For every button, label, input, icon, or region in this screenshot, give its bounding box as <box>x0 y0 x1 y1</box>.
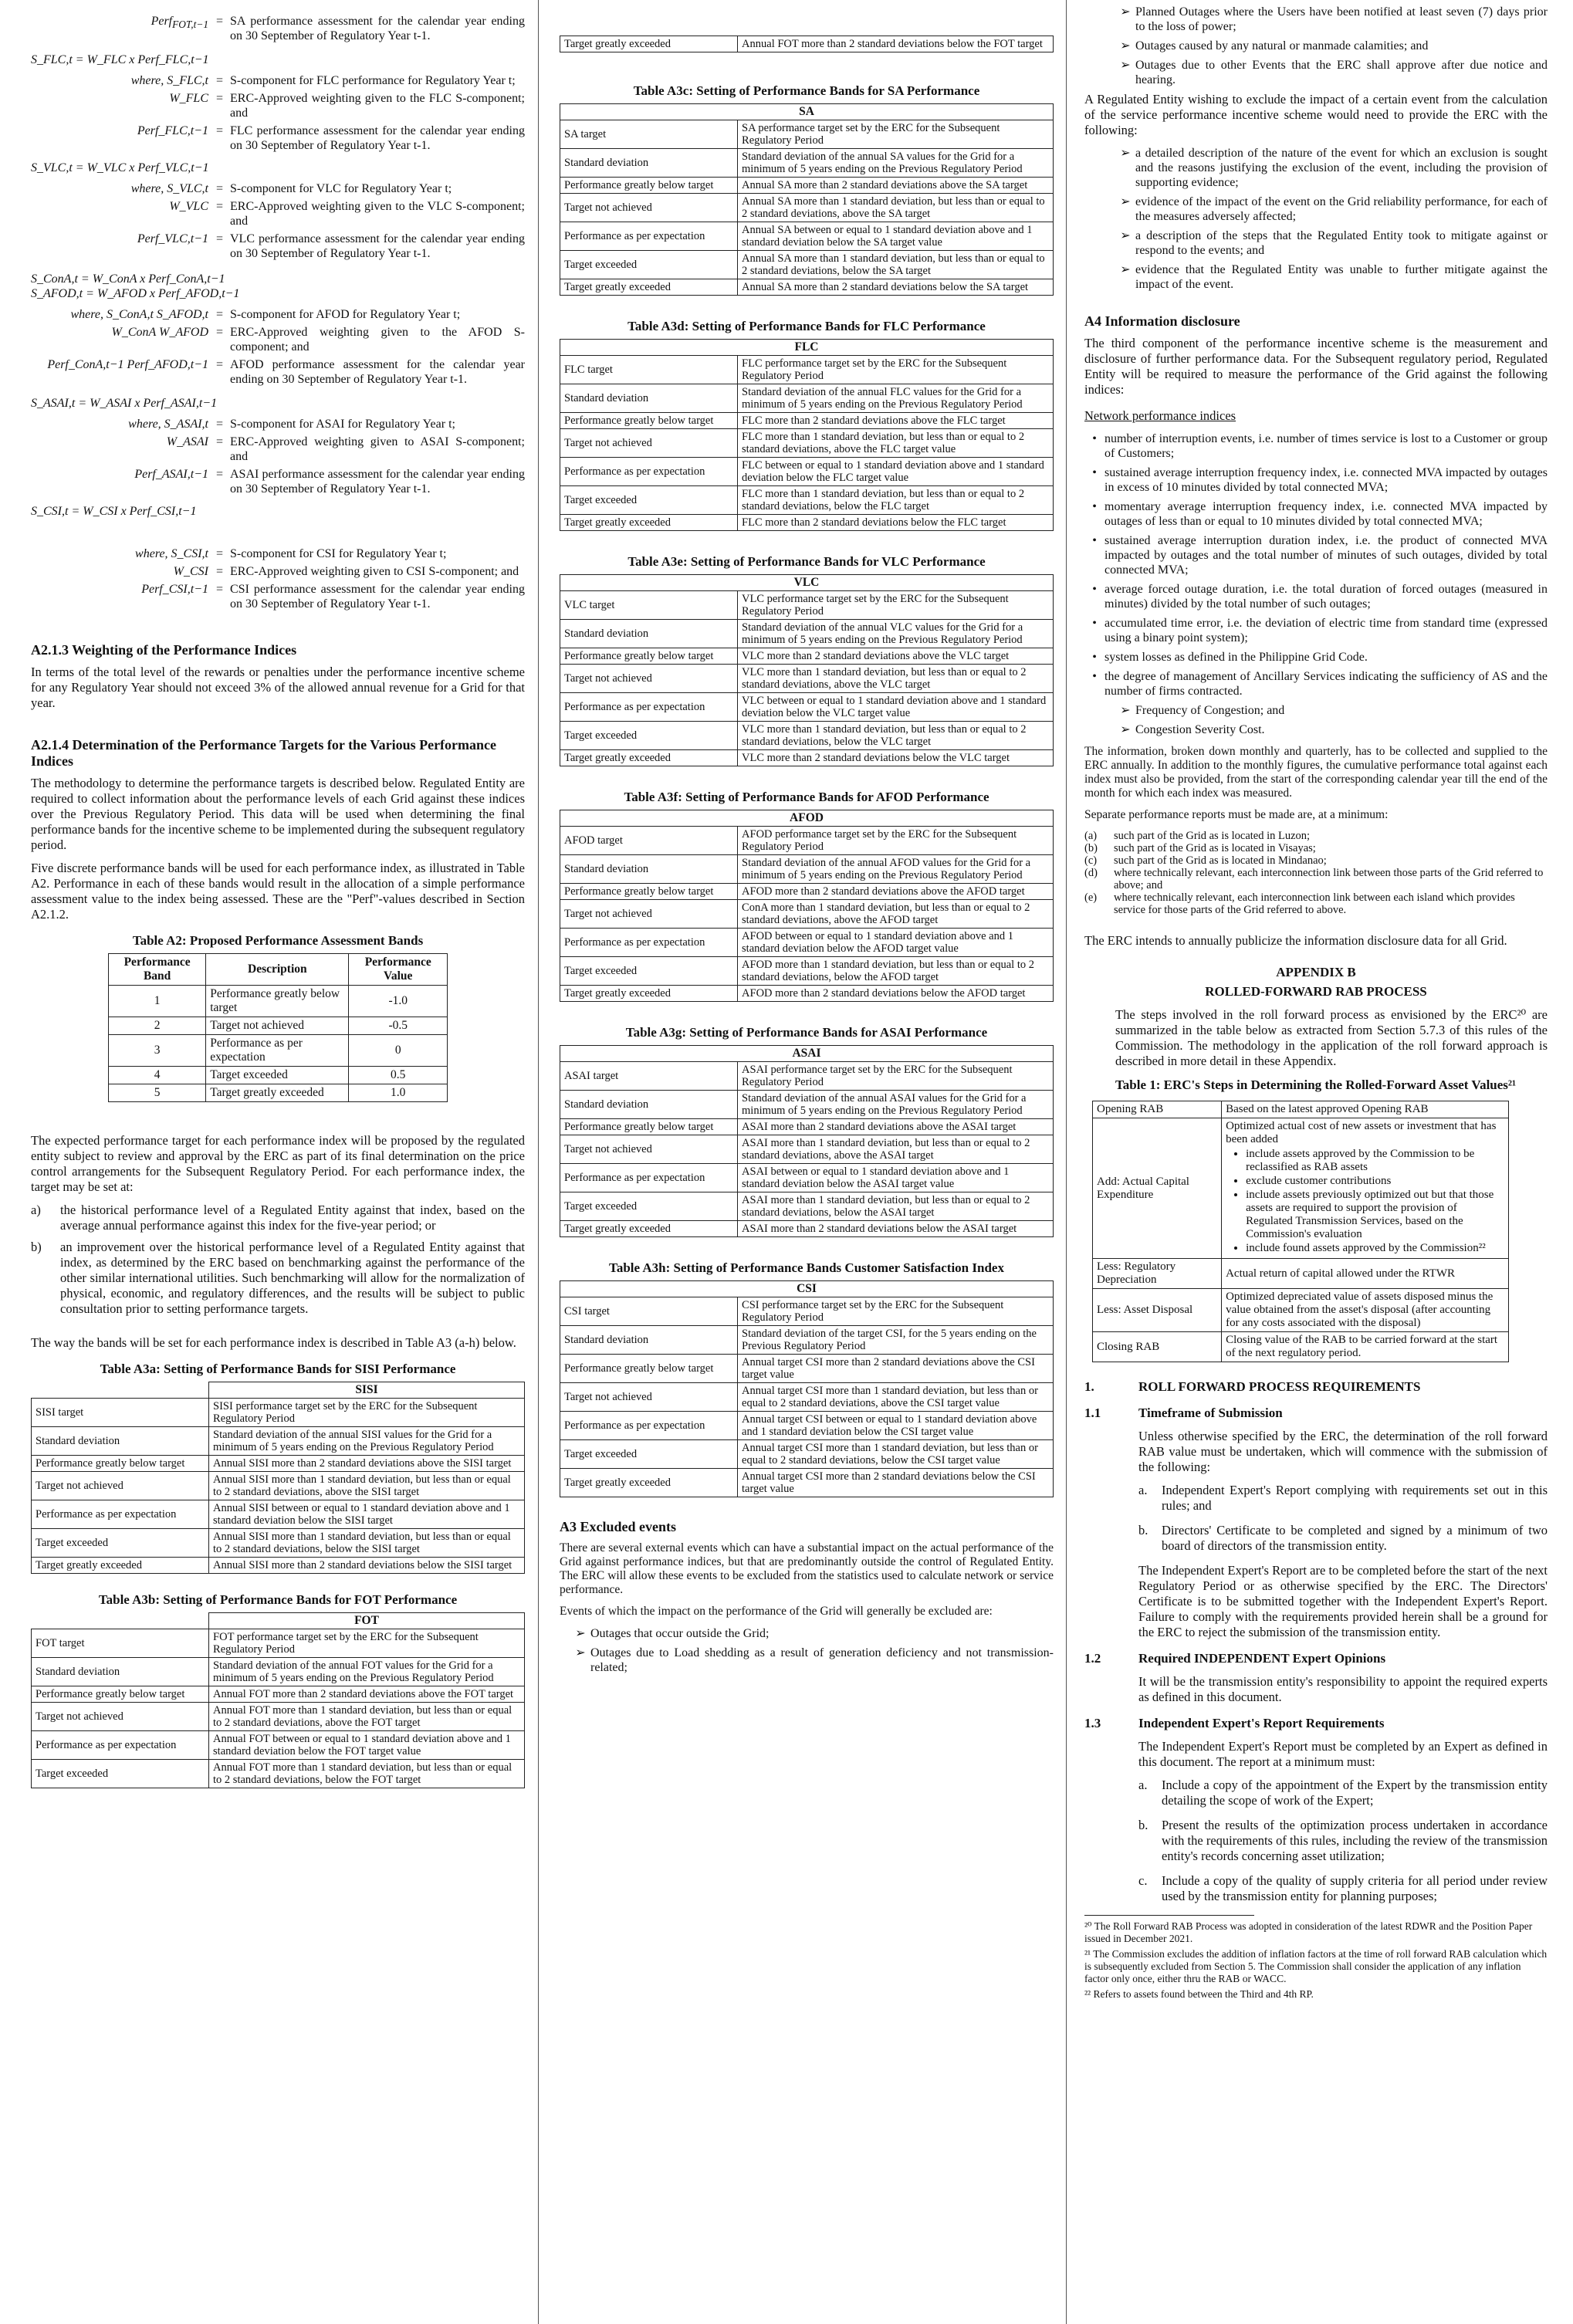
list-item: sustained average interruption frequency index, i.e. connected MVA impacted by outages in excess of 10 minutes divided by total connected MVA; <box>1104 466 1548 494</box>
section-heading: Independent Expert's Report Requirements <box>1138 1716 1385 1730</box>
footnote-divider <box>1084 1915 1254 1916</box>
list-item: (e) where technically relevant, each interconnection link between each island which provides service for those parts of the Grid referred to above. <box>1084 891 1515 916</box>
paragraph: In terms of the total level of the rewards or penalties under the performance incentive scheme for any Regulatory Year should not exceed 3% of the allowed annual revenue for a Grid for that year. <box>31 665 525 710</box>
capex-list: • include assets approved by the Commission to be reclassified as RAB assets • exclude customer contributions • include assets previously optimized out but that those assets are required to support the provision of Regulated Transmission Services, based on the Commission's evaluation • include found assets approved by the Commission²² <box>1233 1148 1504 1255</box>
table-row: Target not achieved ConA more than 1 standard deviation, but less than or equal to 2 standard deviations, above the AFOD target <box>560 900 1054 929</box>
symbol: where, S_ASAI,t <box>128 418 208 431</box>
table-row: Performance as per expectation VLC between or equal to 1 standard deviation above and 1 standard deviation below the VLC target value <box>560 693 1054 722</box>
symbol: Perf_ASAI,t−1 <box>134 468 208 481</box>
table-a3b-continued <box>560 36 1054 52</box>
table-row: Performance greatly below target Annual FOT more than 2 standard deviations above the FOT target <box>32 1686 525 1703</box>
arrow-bullet-icon: ➢ <box>1120 39 1131 52</box>
list-item: evidence of the impact of the event on the Grid reliability performance, for each of the measures adversely affected; <box>1135 195 1548 223</box>
table-a3c: SA SA target SA performance target set by the ERC for the Subsequent Regulatory Period Standard deviation Standard deviation of the annual SA values for the Grid for a minimum of 5 years ending on the Previous Regulatory Period Performance greatly below target Annual SA more than 2 standard deviations above the SA target Target not achieved Annual SA more than 1 standard deviation, but less than or equal to 2 standard deviations, above the SA target Performance as per expectation Annual SA between or equal to 1 standard deviation above and 1 standard deviation below the SA target value Target exceeded Annual SA more than 1 standard deviation, but less than or equal to 2 standard deviations, below the SA target Target greatly exceeded Annual SA more than 2 standard deviations below the SA target <box>560 103 1054 296</box>
symbol: W_VLC <box>169 200 208 213</box>
equation: S_CSI,t = W_CSI x Perf_CSI,t−1 <box>31 505 197 518</box>
arrow-bullet-icon: ➢ <box>575 1646 586 1659</box>
table-a3f: AFOD AFOD target AFOD performance target set by the ERC for the Subsequent Regulatory Period Standard deviation Standard deviation of the annual AFOD values for the Grid for a minimum of 5 years ending on the Previous Regulatory Period Performance greatly below target AFOD more than 2 standard deviations above the AFOD target Target not achieved ConA more than 1 standard deviation, but less than or equal to 2 standard deviations, above the AFOD target Performance as per expectation AFOD between or equal to 1 standard deviation above and 1 standard deviation below the AFOD target value Target exceeded AFOD more than 1 standard deviation, but less than or equal to 2 standard deviations, below the AFOD target Target greatly exceeded AFOD more than 2 standard deviations below the AFOD target <box>560 810 1054 1002</box>
definition: S-component for FLC performance for Regulatory Year t; <box>230 74 516 87</box>
table-caption: Table A3a: Setting of Performance Bands for SISI Performance <box>100 1362 456 1376</box>
section-heading: A4 Information disclosure <box>1084 313 1240 329</box>
list-item: Outages due to other Events that the ERC shall approve after due notice and hearing. <box>1135 59 1548 86</box>
table-row: 5 Target greatly exceeded 1.0 <box>109 1084 448 1102</box>
definition: AFOD performance assessment for the calendar year ending on 30 September of Regulatory Year t-1. <box>230 358 525 386</box>
list-item: Congestion Severity Cost. <box>1135 723 1265 736</box>
list-item: Outages that occur outside the Grid; <box>590 1627 770 1640</box>
arrow-bullet-icon: ➢ <box>1120 263 1131 276</box>
list-item: (b) such part of the Grid as is located in Visayas; <box>1084 842 1316 854</box>
table-row: 1 Performance greatly below target -1.0 <box>109 986 448 1017</box>
paragraph: The third component of the performance incentive scheme is the measurement and disclosure of further performance data. For the Subsequent regulatory period, Regulated Entity will be required to measure the performance of the Grid against the following indices: <box>1084 336 1548 397</box>
table-caption: Table A3c: Setting of Performance Bands for SA Performance <box>633 83 980 98</box>
symbol: W_FLC <box>169 92 208 105</box>
table-row: 4 Target exceeded 0.5 <box>109 1067 448 1084</box>
table-caption: Table A2: Proposed Performance Assessment Bands <box>132 933 424 948</box>
bullet-icon: • <box>1092 583 1097 596</box>
section-heading: Timeframe of Submission <box>1138 1406 1283 1420</box>
table-row: Performance as per expectation AFOD between or equal to 1 standard deviation above and 1 standard deviation below the AFOD target value <box>560 929 1054 957</box>
table-caption: Table A3e: Setting of Performance Bands for VLC Performance <box>628 554 986 569</box>
list-item: a detailed description of the nature of the event for which an exclusion is sought and the reasons justifying the exclusion of the event, including the provision of supporting evidence; <box>1135 147 1548 189</box>
column-1: Perf$_{FOT,t-1}$ = SA performance assessment for the calendar year ending on 30 September of Regulatory Year t-1. S_FLC,t = W_FLC x Perf_FLC,t−1 where, S_FLC,t = S-component for FLC performance for Regulatory Year t; W_FLC = ERC-Approved weighting given to the FLC S-component; and Perf_FLC,t−1 = FLC performance assessment for the calendar year ending on 30 September of Regulatory Year t-1. S_VLC,t = W_VLC x Perf_VLC,t−1 where, S_VLC,t = S-component for VLC for Regulatory Year t; W_VLC = ERC-Approved weighting given to the VLC S-component; and Perf_VLC,t−1 = VLC performance assessment for the calendar year ending on 30 September of Regulatory Year t-1. S_ConA,t = W_ConA x Perf_ConA,t−1 S_AFOD,t = W_AFOD x Perf_AFOD,t−1 where, S_ConA,t S_AFOD,t = S-component for AFOD for Regulatory Year t; W_ConA W_AFOD = ERC-Approved weighting given to the AFOD S-component; and Perf_ConA,t−1 Perf_AFOD,t−1 = AFOD performance assessment for the calendar year ending on 30 September of Regulatory Year t-1. S_ASAI,t = W_ASAI x Perf_ASAI,t−1 where, S_ASAI,t = S-component for ASAI for Regulatory Year t; W_ASAI = ERC-Approved weighting given to ASAI S-component; and Perf_ASAI,t−1 = ASAI performance assessment for the calendar year ending on 30 September of Regulatory Year t-1. S_CSI,t = W_CSI x Perf_CSI,t−1 where, S_CSI,t = S-component for CSI for Regulatory Year t; W_CSI = ERC-Approved weighting given to CSI S-component; and Perf_CSI,t−1 = CSI performance assessment for the calendar year ending on 30 September of Regulatory Year t-1. A2.1.3 Weighting of the Performance Indices In terms of the total level of the rewards or penalties under the performance incentive scheme for any Regulatory Year should not exceed 3% of the allowed annual revenue for a Grid for that year. A2.1.4 Determination of the Performance Targets for the Various Performance Indices The methodology to determine the performance targets is described below. Regulated Entity are required to collect information about the performance levels of each Grid against these indices over the Previous Regulatory Period. This data will be used when determining the final performance bands for the incentive scheme to be implemented during the subsequent regulatory period. Five discrete performance bands will be used for each performance index, as illustrated in Table A2. Performance in each of these bands would result in the allocation of a simple performance assessment value to the index being assessed. These are the "Perf"-values described in Section A2.1.2. Table A2: Proposed Performance Assessment Bands Performance Band Description Performance Value 1 Performance greatly below target -1.0 2 Target not achieved -0.5 3 Performance as per expectation 0 4 Target exceeded 0.5 5 Target greatly exceeded 1.0 The expected performance target for each performance index will be proposed by the regulated entity subject to review and approval by the ERC as part of its final determination on the price control arrangements for the Subsequent Regulatory Period. For each performance index, the target may be set at: a) the historical performance level of a Regulated Entity against that index, based on the average annual performance against this index for the five-year period; or b) an improvement over the historical performance level of a Regulated Entity against that index, as determined by the ERC based on benchmarking against the performance of the other similar international utilities. Such benchmarking will allow for the normalization of physical, economic, and regulatory differences, and the results will be subject to public consultation prior to setting performance targets. The way the bands will be set for each performance index is described in Table A3 (a-h) below. Table A3a: Setting of Performance Bands for SISI Performance SISI SISI target SISI performance target set by the ERC for the Subsequent Regulatory Period Standard deviation Standard deviation of the annual SISI values for the Grid for a minimum of 5 years ending on the Previous Regulatory Period Performance greatly below target Annual SISI more than 2 standard deviations above the SISI target Target not achieved Annual SISI more than 1 standard deviation, but less than or equal to 2 standard deviations, above the SISI target Performance as per expectation Annual SISI between or equal to 1 standard deviation above and 1 standard deviation below the SISI target Target exceeded Annual SISI more than 1 standard deviation, but less than or equal to 2 standard deviations, below the SISI target Target greatly exceeded Annual SISI more than 2 standard deviations below the SISI target Table A3b: Setting of Performance Bands for FOT Performance FOT FOT target FOT performance target set by the ERC for the Subsequent Regulatory Period Standard deviation Standard deviation of the annual FOT values for the Grid for a minimum of 5 years ending on the Previous Regulatory Period Performance greatly below target Annual FOT more than 2 standard deviations above the FOT target Target not achieved Annual FOT more than 1 standard deviation, but less than or equal to 2 standard deviations, above the FOT target Performance as per expectation Annual FOT between or equal to 1 standard deviation above and 1 standard deviation below the FOT target value Target exceeded Annual FOT more than 1 standard deviation, but less than or equal to 2 standard deviations, below the FOT target <box>31 0 525 2324</box>
list-item: an improvement over the historical performance level of a Regulated Entity against that index, as determined by the ERC based on benchmarking against the performance of the other similar international utilities. Such benchmarking will allow for the normalization of physical, economic, and regulatory differences, and the results will be subject to public consultation prior to setting performance targets. <box>60 1240 525 1316</box>
table-row: Target exceeded Annual target CSI more than 1 standard deviation, but less than or equal to 2 standard deviations, below the CSI target value <box>560 1440 1054 1469</box>
table-a3b: FOT FOT target FOT performance target set by the ERC for the Subsequent Regulatory Period Standard deviation Standard deviation of the annual FOT values for the Grid for a minimum of 5 years ending on the Previous Regulatory Period Performance greatly below target Annual FOT more than 2 standard deviations above the FOT target Target not achieved Annual FOT more than 1 standard deviation, but less than or equal to 2 standard deviations, above the FOT target Performance as per expectation Annual FOT between or equal to 1 standard deviation above and 1 standard deviation below the FOT target value Target exceeded Annual FOT more than 1 standard deviation, but less than or equal to 2 standard deviations, below the FOT target <box>31 1612 525 1788</box>
table-header: Performance Band <box>109 954 206 986</box>
table-row: Standard deviation Standard deviation of the annual AFOD values for the Grid for a minimum of 5 years ending on the Previous Regulatory Period <box>560 855 1054 884</box>
table-row: Standard deviation Standard deviation of the annual SA values for the Grid for a minimum of 5 years ending on the Previous Regulatory Period <box>560 149 1054 178</box>
paragraph: The methodology to determine the performance targets is described below. Regulated Entity are required to collect information about the performance levels of each Grid against these indices over the Previous Regulatory Period. This data will be used when determining the final performance bands for the incentive scheme to be implemented during the subsequent regulatory period. <box>31 776 525 852</box>
symbol: where, S_ConA,t S_AFOD,t <box>70 308 208 321</box>
definition: ERC-Approved weighting given to the FLC S-component; and <box>230 92 525 120</box>
table-a3e: VLC VLC target VLC performance target set by the ERC for the Subsequent Regulatory Period Standard deviation Standard deviation of the annual VLC values for the Grid for a minimum of 5 years ending on the Previous Regulatory Period Performance greatly below target VLC more than 2 standard deviations above the VLC target Target not achieved VLC more than 1 standard deviation, but less than or equal to 2 standard deviations, above the VLC target Performance as per expectation VLC between or equal to 1 standard deviation above and 1 standard deviation below the VLC target value Target exceeded VLC more than 1 standard deviation, but less than or equal to 2 standard deviations, below the VLC target Target greatly exceeded VLC more than 2 standard deviations below the VLC target <box>560 574 1054 766</box>
paragraph: Events of which the impact on the performance of the Grid will generally be excluded are: <box>560 1605 993 1618</box>
table-row: ASAI target ASAI performance target set by the ERC for the Subsequent Regulatory Period <box>560 1062 1054 1091</box>
definition: S-component for VLC for Regulatory Year t; <box>230 182 452 195</box>
paragraph: The way the bands will be set for each performance index is described in Table A3 (a-h) below. <box>31 1335 516 1350</box>
symbol: Perf$_{FOT,t-1}$ <box>151 15 208 31</box>
list-item: sustained average interruption duration index, i.e. the product of connected MVA impacted by outages and the total number of minutes of such outages, divided by total connected MVA; <box>1104 534 1548 577</box>
table-row: 3 Performance as per expectation 0 <box>109 1035 448 1067</box>
arrow-bullet-icon: ➢ <box>1120 5 1131 19</box>
list-item: Include a copy of the quality of supply criteria for all period under review used by the transmission entity for planning purposes; <box>1162 1873 1548 1903</box>
table-row: Target greatly exceeded Annual target CSI more than 2 standard deviations below the CSI target value <box>560 1469 1054 1497</box>
table-row: Performance as per expectation Annual target CSI between or equal to 1 standard deviation above and 1 standard deviation below the CSI target value <box>560 1412 1054 1440</box>
table-row: Standard deviation Standard deviation of the annual FOT values for the Grid for a minimum of 5 years ending on the Previous Regulatory Period <box>32 1658 525 1686</box>
table-row: Standard deviation Standard deviation of the annual SISI values for the Grid for a minimum of 5 years ending on the Previous Regulatory Period <box>32 1427 525 1456</box>
section-heading: Required INDEPENDENT Expert Opinions <box>1138 1651 1386 1666</box>
paragraph: The ERC intends to annually publicize the information disclosure data for all Grid. <box>1084 933 1507 948</box>
table-row: Target not achieved VLC more than 1 standard deviation, but less than or equal to 2 standard deviations, above the VLC target <box>560 665 1054 693</box>
bullet-icon: • <box>1092 617 1097 630</box>
symbol: Perf_VLC,t−1 <box>137 232 208 245</box>
table-row: Less: Regulatory Depreciation Actual return of capital allowed under the RTWR <box>1093 1259 1509 1289</box>
list-item: Planned Outages where the Users have been notified at least seven (7) days prior to the loss of power; <box>1135 5 1548 33</box>
table-row: Target exceeded AFOD more than 1 standard deviation, but less than or equal to 2 standard deviations, below the AFOD target <box>560 957 1054 986</box>
definition: S-component for ASAI for Regulatory Year t; <box>230 418 455 431</box>
table-row: Target greatly exceeded VLC more than 2 standard deviations below the VLC target <box>560 750 1054 766</box>
table-row: Target greatly exceeded FLC more than 2 standard deviations below the FLC target <box>560 515 1054 531</box>
column-divider <box>1066 0 1067 2324</box>
table-row: FOT target FOT performance target set by the ERC for the Subsequent Regulatory Period <box>32 1629 525 1658</box>
list-item: (a) such part of the Grid as is located in Luzon; <box>1084 830 1311 842</box>
table-row: Performance as per expectation ASAI between or equal to 1 standard deviation above and 1 standard deviation below the ASAI target value <box>560 1164 1054 1192</box>
definition: VLC performance assessment for the calendar year ending on 30 September of Regulatory Year t-1. <box>230 232 525 260</box>
bullet-icon: • <box>1092 534 1097 547</box>
paragraph: The Independent Expert's Report are to be completed before the start of the next Regulatory Period or as otherwise specified by the ERC. The Directors' Certificate is to be submitted together with the Independent Expert's Report. Failure to comply with the requirements provided herein shall be a ground for the ERC to reject the submission of the transmission entity. <box>1138 1563 1548 1639</box>
appendix-title: ROLLED-FORWARD RAB PROCESS <box>1205 984 1427 999</box>
table-caption: Table A3b: Setting of Performance Bands for FOT Performance <box>98 1592 458 1607</box>
table-rab <box>1092 1101 1509 1362</box>
table-row: VLC target VLC performance target set by the ERC for the Subsequent Regulatory Period <box>560 591 1054 620</box>
column-divider <box>538 0 539 2324</box>
equation: S_AFOD,t = W_AFOD x Perf_AFOD,t−1 <box>31 287 240 300</box>
footnote: ²² Refers to assets found between the Third and 4th RP. <box>1084 1988 1314 2000</box>
list-item: accumulated time error, i.e. the deviation of electric time from standard time (expressed using a binary point system); <box>1104 617 1548 644</box>
list-item: a description of the steps that the Regulated Entity took to mitigate against or respond to the events; and <box>1135 229 1548 257</box>
table-row: Performance as per expectation Annual FOT between or equal to 1 standard deviation above and 1 standard deviation below the FOT target value <box>32 1731 525 1760</box>
definition: S-component for AFOD for Regulatory Year t; <box>230 308 461 321</box>
table-row: Target exceeded FLC more than 1 standard deviation, but less than or equal to 2 standard deviations, below the FLC target <box>560 486 1054 515</box>
table-row: Target not achieved Annual SISI more than 1 standard deviation, but less than or equal to 2 standard deviations, above the SISI target <box>32 1472 525 1500</box>
table-row: Performance greatly below target Annual SISI more than 2 standard deviations above the SISI target <box>32 1456 525 1472</box>
symbol: where, S_VLC,t <box>130 182 208 195</box>
equation: S_FLC,t = W_FLC x Perf_FLC,t−1 <box>31 53 209 66</box>
table-a3a: SISI SISI target SISI performance target set by the ERC for the Subsequent Regulatory Period Standard deviation Standard deviation of the annual SISI values for the Grid for a minimum of 5 years ending on the Previous Regulatory Period Performance greatly below target Annual SISI more than 2 standard deviations above the SISI target Target not achieved Annual SISI more than 1 standard deviation, but less than or equal to 2 standard deviations, above the SISI target Performance as per expectation Annual SISI between or equal to 1 standard deviation above and 1 standard deviation below the SISI target Target exceeded Annual SISI more than 1 standard deviation, but less than or equal to 2 standard deviations, below the SISI target Target greatly exceeded Annual SISI more than 2 standard deviations below the SISI target <box>31 1382 525 1574</box>
table-row: Target not achieved Annual FOT more than 1 standard deviation, but less than or equal to 2 standard deviations, above the FOT target <box>32 1703 525 1731</box>
table-row: Closing RAB Closing value of the RAB to be carried forward at the start of the next regulatory period. <box>1093 1332 1509 1362</box>
table-a3h: CSI CSI target CSI performance target set by the ERC for the Subsequent Regulatory Period Standard deviation Standard deviation of the target CSI, for the 5 years ending on the Previous Regulatory Period Performance greatly below target Annual target CSI more than 2 standard deviations above the CSI target value Target not achieved Annual target CSI more than 1 standard deviation, but less than or equal to 2 standard deviations, above the CSI target value Performance as per expectation Annual target CSI between or equal to 1 standard deviation above and 1 standard deviation below the CSI target value Target exceeded Annual target CSI more than 1 standard deviation, but less than or equal to 2 standard deviations, below the CSI target value Target greatly exceeded Annual target CSI more than 2 standard deviations below the CSI target value <box>560 1280 1054 1497</box>
definition: CSI performance assessment for the calendar year ending on 30 September of Regulatory Year t-1. <box>230 583 525 611</box>
table-row: Target exceeded Annual SA more than 1 standard deviation, but less than or equal to 2 standard deviations, below the SA target <box>560 251 1054 279</box>
paragraph: The information, broken down monthly and quarterly, has to be collected and supplied to the ERC annually. In addition to the monthly figures, the cumulative performance total against each index must also be provided, from the start of the corresponding calendar year till the end of the month for which each index was measured. <box>1084 745 1548 800</box>
paragraph: There are several external events which can have a substantial impact on the actual performance of the Grid against performance indices, but that are predominantly outside the control of Regulated Entity. The ERC will allow these events to be excluded from the statistics used to calculate network or service performance. <box>560 1541 1054 1596</box>
table-row: Target greatly exceeded AFOD more than 2 standard deviations below the AFOD target <box>560 986 1054 1002</box>
list-item: Present the results of the optimization process undertaken in accordance with the requirements of this rules, including the review of the transmission entity's records concerning asset utilization; <box>1162 1818 1548 1863</box>
appendix-label: APPENDIX B <box>1276 965 1356 979</box>
symbol: W_CSI <box>173 565 208 578</box>
table-row: 2 Target not achieved -0.5 <box>109 1017 448 1035</box>
definition: ERC-Approved weighting given to the VLC S-component; and <box>230 200 525 228</box>
table-row: Target not achieved ASAI more than 1 standard deviation, but less than or equal to 2 standard deviations, above the ASAI target <box>560 1135 1054 1164</box>
symbol: where, S_CSI,t <box>135 547 208 560</box>
definition: ERC-Approved weighting given to the AFOD S-component; and <box>230 326 525 354</box>
table-header: Description <box>206 954 349 986</box>
paragraph: A Regulated Entity wishing to exclude the impact of a certain event from the calculation of the service performance incentive scheme would need to provide the ERC with the following: <box>1084 92 1548 137</box>
table-caption: Table A3h: Setting of Performance Bands Customer Satisfaction Index <box>609 1260 1004 1275</box>
definition: ERC-Approved weighting given to ASAI S-component; and <box>230 435 525 463</box>
list-item: Directors' Certificate to be completed and signed by a minimum of two board of directors of the transmission entity. <box>1162 1523 1548 1553</box>
table-caption: Table A3f: Setting of Performance Bands for AFOD Performance <box>624 790 989 804</box>
column-3: ➢ Planned Outages where the Users have been notified at least seven (7) days prior to the loss of power; ➢ Outages caused by any natural or manmade calamities; and ➢ Outages due to other Events that the ERC shall approve after due notice and hearing. A Regulated Entity wishing to exclude the impact of a certain event from the calculation of the service performance incentive scheme would need to provide the ERC with the following: ➢ a detailed description of the nature of the event for which an exclusion is sought and the reasons justifying the exclusion of the event, including the provision of supporting evidence; ➢ evidence of the impact of the event on the Grid reliability performance, for each of the measures adversely affected; ➢ a description of the steps that the Regulated Entity took to mitigate against or respond to the events; and ➢ evidence that the Regulated Entity was unable to further mitigate against the impact of the event. A4 Information disclosure The third component of the performance incentive scheme is the measurement and disclosure of further performance data. For the Subsequent regulatory period, Regulated Entity will be required to measure the performance of the Grid against the following indices: Network performance indices • number of interruption events, i.e. number of times service is lost to a Customer or group of Customers; • sustained average interruption frequency index, i.e. connected MVA impacted by outages in excess of 10 minutes divided by total connected MVA; • momentary average interruption frequency index, i.e. connected MVA impacted by outages of less than or equal to 10 minutes divided by total connected MVA; • sustained average interruption duration index, i.e. the product of connected MVA impacted by outages and the total number of minutes of such outages, divided by total connected MVA; • average forced outage duration, i.e. the total duration of forced outages (measured in minutes) divided by the total number of such outages; • accumulated time error, i.e. the deviation of electric time from standard time (expressed using a binary point system); • system losses as defined in the Philippine Grid Code. • the degree of management of Ancillary Services indicating the sufficiency of AS and the number of firms contracted. ➢ Frequency of Congestion; and ➢ Congestion Severity Cost. The information, broken down monthly and quarterly, has to be collected and supplied to the ERC annually. In addition to the monthly figures, the cumulative performance total against each index must also be provided, from the start of the corresponding calendar year till the end of the month for which each index was measured. Separate performance reports must be made are, at a minimum: (a) such part of the Grid as is located in Luzon; (b) such part of the Grid as is located in Visayas; (c) such part of the Grid as is located in Mindanao; (d) where technically relevant, each interconnection link between those parts of the Grid referred to above; and (e) where technically relevant, each interconnection link between each island which provides service for those parts of the Grid referred to above. The ERC intends to annually publicize the information disclosure data for all Grid. APPENDIX B ROLLED-FORWARD RAB PROCESS The steps involved in the roll forward process as envisioned by the ERC²⁰ are summarized in the table below as extracted from Section 5.7.3 of this rules of the Commission. The methodology in the application of the roll forward approach is described in more detail in these Appendix. Table 1: ERC's Steps in Determining the Rolled-Forward Asset Values²¹ Opening RAB Based on the latest approved Opening RAB Add: Actual Capital Expenditure Optimized actual cost of new assets or investment that has been added • include assets approved by the Commission to be reclassified as RAB assets • exclude customer contributions • include assets previously optimized out but that those assets are required to support the provision of Regulated Transmission Services, based on the Commission's evaluation • include found assets approved by the Commission²² Less: Regulatory Depreciation Actual return of capital allowed under the RTWR Less: Asset Disposal Optimized depreciated value of assets disposed minus the value obtained from the asset's disposal (after accounting for any costs associated with the disposal) Closing RAB Closing value of the RAB to be carried forward at the start of the next regulatory period. 1. ROLL FORWARD PROCESS REQUIREMENTS 1.1 Timeframe of Submission Unless otherwise specified by the ERC, the determination of the roll forward RAB value must be undertaken, which will commence with the submission of the following: a. Independent Expert's Report complying with requirements set out in this rules; and b. Directors' Certificate to be completed and signed by a minimum of two board of directors of the transmission entity. The Independent Expert's Report are to be completed before the start of the next Regulatory Period or as otherwise specified by the ERC. The Directors' Certificate is to be submitted together with the Independent Expert's Report. Failure to comply with the requirements provided herein shall be a ground for the ERC to reject the submission of the transmission entity. 1.2 Required INDEPENDENT Expert Opinions It will be the transmission entity's responsibility to appoint the required experts as defined in this document. 1.3 Independent Expert's Report Requirements The Independent Expert's Report must be completed by an Expert as defined in this document. The report at a minimum must: a. Include a copy of the appointment of the Expert by the transmission entity detailing the scope of work of the Expert; b. Present the results of the optimization process undertaken in accordance with the requirements of this rules, including the review of the transmission entity's records concerning asset utilization; c. Include a copy of the quality of supply criteria for all period under review used by the transmission entity for planning purposes; ²⁰ The Roll Forward RAB Process was adopted in consideration of the latest RDWR and the Position Paper issued in December 2021. ²¹ The Commission excludes the addition of inflation factors at the time of roll forward RAB calculation which is subsequently excluded from Section 5. The Commission shall consider the application of any inflation factor only once, either thru the RAB or WACC. ²² Refers to assets found between the Third and 4th RP. <box>1084 0 1548 2324</box>
list-item: the historical performance level of a Regulated Entity against that index, based on the average annual performance against this index for the five-year period; or <box>60 1203 525 1233</box>
bullet-icon: • <box>1092 651 1097 664</box>
equation: S_VLC,t = W_VLC x Perf_VLC,t−1 <box>31 161 209 174</box>
table-row: Target greatly exceeded Annual FOT more than 2 standard deviations below the FOT target <box>560 36 1054 52</box>
list-item: Frequency of Congestion; and <box>1135 704 1285 717</box>
table-row: Target greatly exceeded Annual SA more than 2 standard deviations below the SA target <box>560 279 1054 296</box>
section-heading: A2.1.4 Determination of the Performance Targets for the Various Performance Indices <box>31 737 497 769</box>
section-heading: A2.1.3 Weighting of the Performance Indices <box>31 642 297 658</box>
table-caption: Table A3d: Setting of Performance Bands for FLC Performance <box>628 319 986 333</box>
list-item: system losses as defined in the Philippine Grid Code. <box>1104 651 1368 664</box>
table-row: Performance greatly below target AFOD more than 2 standard deviations above the AFOD target <box>560 884 1054 900</box>
paragraph: Separate performance reports must be made are, at a minimum: <box>1084 808 1389 821</box>
table-a3d: FLC FLC target FLC performance target set by the ERC for the Subsequent Regulatory Period Standard deviation Standard deviation of the annual FLC values for the Grid for a minimum of 5 years ending on the Previous Regulatory Period Performance greatly below target FLC more than 2 standard deviations above the FLC target Target not achieved FLC more than 1 standard deviation, but less than or equal to 2 standard deviations, above the FLC target value Performance as per expectation FLC between or equal to 1 standard deviation above and 1 standard deviation below the FLC target value Target exceeded FLC more than 1 standard deviation, but less than or equal to 2 standard deviations, below the FLC target Target greatly exceeded FLC more than 2 standard deviations below the FLC target <box>560 339 1054 531</box>
arrow-bullet-icon: ➢ <box>1120 704 1131 717</box>
list-item: Include a copy of the appointment of the Expert by the transmission entity detailing the scope of work of the Expert; <box>1162 1778 1548 1808</box>
table-row: Performance greatly below target VLC more than 2 standard deviations above the VLC target <box>560 648 1054 665</box>
symbol: W_ConA W_AFOD <box>111 326 208 339</box>
table-row: Performance greatly below target Annual SA more than 2 standard deviations above the SA target <box>560 178 1054 194</box>
symbol: W_ASAI <box>166 435 208 448</box>
paragraph: Five discrete performance bands will be used for each performance index, as illustrated in Table A2. Performance in each of these bands would result in the allocation of a simple performance assessment value to the index being assessed. These are the "Perf"-values described in Section A2.1.2. <box>31 861 525 922</box>
definition: ERC-Approved weighting given to CSI S-component; and <box>230 565 519 578</box>
paragraph: Unless otherwise specified by the ERC, the determination of the roll forward RAB value must be undertaken, which will commence with the submission of the following: <box>1138 1429 1548 1474</box>
table-row: Performance greatly below target ASAI more than 2 standard deviations above the ASAI target <box>560 1119 1054 1135</box>
list-item: evidence that the Regulated Entity was unable to further mitigate against the impact of the event. <box>1135 263 1548 291</box>
table-row: Target exceeded Annual SISI more than 1 standard deviation, but less than or equal to 2 standard deviations, below the SISI target <box>32 1529 525 1558</box>
list-item: Outages caused by any natural or manmade calamities; and <box>1135 39 1429 52</box>
list-item: momentary average interruption frequency index, i.e. connected MVA impacted by outages of less than or equal to 10 minutes divided by total connected MVA; <box>1104 500 1548 528</box>
arrow-bullet-icon: ➢ <box>1120 147 1131 160</box>
list-item: (d) where technically relevant, each interconnection link between those parts of the Grid referred to above; and <box>1084 867 1544 891</box>
table-row: Performance greatly below target Annual target CSI more than 2 standard deviations above the CSI target value <box>560 1355 1054 1383</box>
list-item: the degree of management of Ancillary Services indicating the sufficiency of AS and the number of firms contracted. <box>1104 670 1548 698</box>
bullet-icon: • <box>1092 670 1097 683</box>
table-row: Target not achieved Annual SA more than 1 standard deviation, but less than or equal to 2 standard deviations, above the SA target <box>560 194 1054 222</box>
paragraph: It will be the transmission entity's responsibility to appoint the required experts as defined in this document. <box>1138 1674 1548 1704</box>
table-caption: Table 1: ERC's Steps in Determining the Rolled-Forward Asset Values²¹ <box>1115 1077 1517 1092</box>
list-item: (c) such part of the Grid as is located in Mindanao; <box>1084 854 1327 867</box>
table-row: Performance as per expectation Annual SISI between or equal to 1 standard deviation above and 1 standard deviation below the SISI target <box>32 1500 525 1529</box>
column-2 <box>560 0 1054 2324</box>
table-row: Standard deviation Standard deviation of the annual VLC values for the Grid for a minimum of 5 years ending on the Previous Regulatory Period <box>560 620 1054 648</box>
footnote: ²¹ The Commission excludes the addition of inflation factors at the time of roll forward RAB calculation which is subsequently excluded from Section 5. The Commission shall consider the application of any inflation factor only once, either thru the RAB or WACC. <box>1084 1948 1548 1984</box>
table-row: Standard deviation Standard deviation of the annual FLC values for the Grid for a minimum of 5 years ending on the Previous Regulatory Period <box>560 384 1054 413</box>
list-item: average forced outage duration, i.e. the total duration of forced outages (measured in minutes) divided by the total number of such outages; <box>1104 583 1548 611</box>
footnote: ²⁰ The Roll Forward RAB Process was adopted in consideration of the latest RDWR and the Position Paper issued in December 2021. <box>1084 1920 1533 1944</box>
bullet-icon: • <box>1092 466 1097 479</box>
definition: S-component for CSI for Regulatory Year t; <box>230 547 447 560</box>
bullet-icon: • <box>1092 500 1097 513</box>
table-row: Target not achieved Annual target CSI more than 1 standard deviation, but less than or equal to 2 standard deviations, above the CSI target value <box>560 1383 1054 1412</box>
table-row: SISI target SISI performance target set by the ERC for the Subsequent Regulatory Period <box>32 1399 525 1427</box>
symbol: Perf_FLC,t−1 <box>137 124 208 137</box>
arrow-bullet-icon: ➢ <box>575 1627 586 1640</box>
section-heading: ROLL FORWARD PROCESS REQUIREMENTS <box>1138 1379 1421 1394</box>
table-row: Performance greatly below target FLC more than 2 standard deviations above the FLC target <box>560 413 1054 429</box>
paragraph: The expected performance target for each performance index will be proposed by the regulated entity subject to review and approval by the ERC as part of its final determination on the price control arrangements for the Subsequent Regulatory Period. For each performance index, the target may be set at: <box>31 1133 525 1194</box>
table-row: Opening RAB Based on the latest approved Opening RAB <box>1093 1101 1509 1118</box>
symbol: Perf_CSI,t−1 <box>141 583 208 596</box>
arrow-bullet-icon: ➢ <box>1120 195 1131 208</box>
table-row: Target not achieved FLC more than 1 standard deviation, but less than or equal to 2 standard deviations, above the FLC target value <box>560 429 1054 458</box>
definition: ASAI performance assessment for the calendar year ending on 30 September of Regulatory Year t-1. <box>230 468 525 496</box>
table-row: Performance as per expectation Annual SA between or equal to 1 standard deviation above and 1 standard deviation below the SA target value <box>560 222 1054 251</box>
table-row: Target greatly exceeded Annual SISI more than 2 standard deviations below the SISI target <box>32 1558 525 1574</box>
table-row: Target exceeded Annual FOT more than 1 standard deviation, but less than or equal to 2 standard deviations, below the FOT target <box>32 1760 525 1788</box>
table-row: SA target SA performance target set by the ERC for the Subsequent Regulatory Period <box>560 120 1054 149</box>
table-header: Performance Value <box>349 954 448 986</box>
equation: S_ASAI,t = W_ASAI x Perf_ASAI,t−1 <box>31 397 218 410</box>
subheading: Network performance indices <box>1084 408 1236 423</box>
section-heading: A3 Excluded events <box>560 1519 677 1534</box>
list-item: Outages due to Load shedding as a result of generation deficiency and not transmission-related; <box>590 1646 1054 1674</box>
table-row: Standard deviation Standard deviation of the annual ASAI values for the Grid for a minimum of 5 years ending on the Previous Regulatory Period <box>560 1091 1054 1119</box>
arrow-bullet-icon: ➢ <box>1120 59 1131 72</box>
arrow-bullet-icon: ➢ <box>1120 723 1131 736</box>
table-row: Standard deviation Standard deviation of the target CSI, for the 5 years ending on the Previous Regulatory Period <box>560 1326 1054 1355</box>
table-row: Less: Asset Disposal Optimized depreciated value of assets disposed minus the value obtained from the asset's disposal (after accounting for any costs associated with the disposal) <box>1093 1289 1509 1332</box>
table-row: Performance as per expectation FLC between or equal to 1 standard deviation above and 1 standard deviation below the FLC target value <box>560 458 1054 486</box>
definition: FLC performance assessment for the calendar year ending on 30 September of Regulatory Year t-1. <box>230 124 525 152</box>
paragraph: The steps involved in the roll forward process as envisioned by the ERC²⁰ are summarized in the table below as extracted from Section 5.7.3 of this rules of the Commission. The methodology in the application of the roll forward approach is described in more detail in these Appendix. <box>1115 1007 1548 1068</box>
table-row: AFOD target AFOD performance target set by the ERC for the Subsequent Regulatory Period <box>560 827 1054 855</box>
table-row: Add: Actual Capital Expenditure Optimized actual cost of new assets or investment that has been added • include assets approved by the Commission to be reclassified as RAB assets • exclude customer contributions • include assets previously optimized out but that those assets are required to support the provision of Regulated Transmission Services, based on the Commission's evaluation • include found assets approved by the Commission²² <box>1093 1118 1509 1259</box>
table-row: Target exceeded VLC more than 1 standard deviation, but less than or equal to 2 standard deviations, below the VLC target <box>560 722 1054 750</box>
table-row: FLC target FLC performance target set by the ERC for the Subsequent Regulatory Period <box>560 356 1054 384</box>
table-row: Target greatly exceeded ASAI more than 2 standard deviations below the ASAI target <box>560 1221 1054 1237</box>
table-a2 <box>108 953 448 1102</box>
definition: SA performance assessment for the calendar year ending on 30 September of Regulatory Year t-1. <box>230 15 525 42</box>
arrow-bullet-icon: ➢ <box>1120 229 1131 242</box>
list-item: number of interruption events, i.e. number of times service is lost to a Customer or group of Customers; <box>1104 432 1548 460</box>
equation: S_ConA,t = W_ConA x Perf_ConA,t−1 <box>31 272 225 286</box>
table-a3g: ASAI ASAI target ASAI performance target set by the ERC for the Subsequent Regulatory Period Standard deviation Standard deviation of the annual ASAI values for the Grid for a minimum of 5 years ending on the Previous Regulatory Period Performance greatly below target ASAI more than 2 standard deviations above the ASAI target Target not achieved ASAI more than 1 standard deviation, but less than or equal to 2 standard deviations, above the ASAI target Performance as per expectation ASAI between or equal to 1 standard deviation above and 1 standard deviation below the ASAI target value Target exceeded ASAI more than 1 standard deviation, but less than or equal to 2 standard deviations, below the ASAI target Target greatly exceeded ASAI more than 2 standard deviations below the ASAI target <box>560 1045 1054 1237</box>
table-caption: Table A3g: Setting of Performance Bands for ASAI Performance <box>625 1025 988 1040</box>
list-item: Independent Expert's Report complying with requirements set out in this rules; and <box>1162 1483 1548 1513</box>
table-row: Target exceeded ASAI more than 1 standard deviation, but less than or equal to 2 standard deviations, below the ASAI target <box>560 1192 1054 1221</box>
bullet-icon: • <box>1092 432 1097 445</box>
symbol: Perf_ConA,t−1 Perf_AFOD,t−1 <box>47 358 208 371</box>
symbol: where, S_FLC,t <box>130 74 208 87</box>
paragraph: The Independent Expert's Report must be completed by an Expert as defined in this document. The report at a minimum must: <box>1138 1739 1548 1769</box>
table-row: CSI target CSI performance target set by the ERC for the Subsequent Regulatory Period <box>560 1297 1054 1326</box>
